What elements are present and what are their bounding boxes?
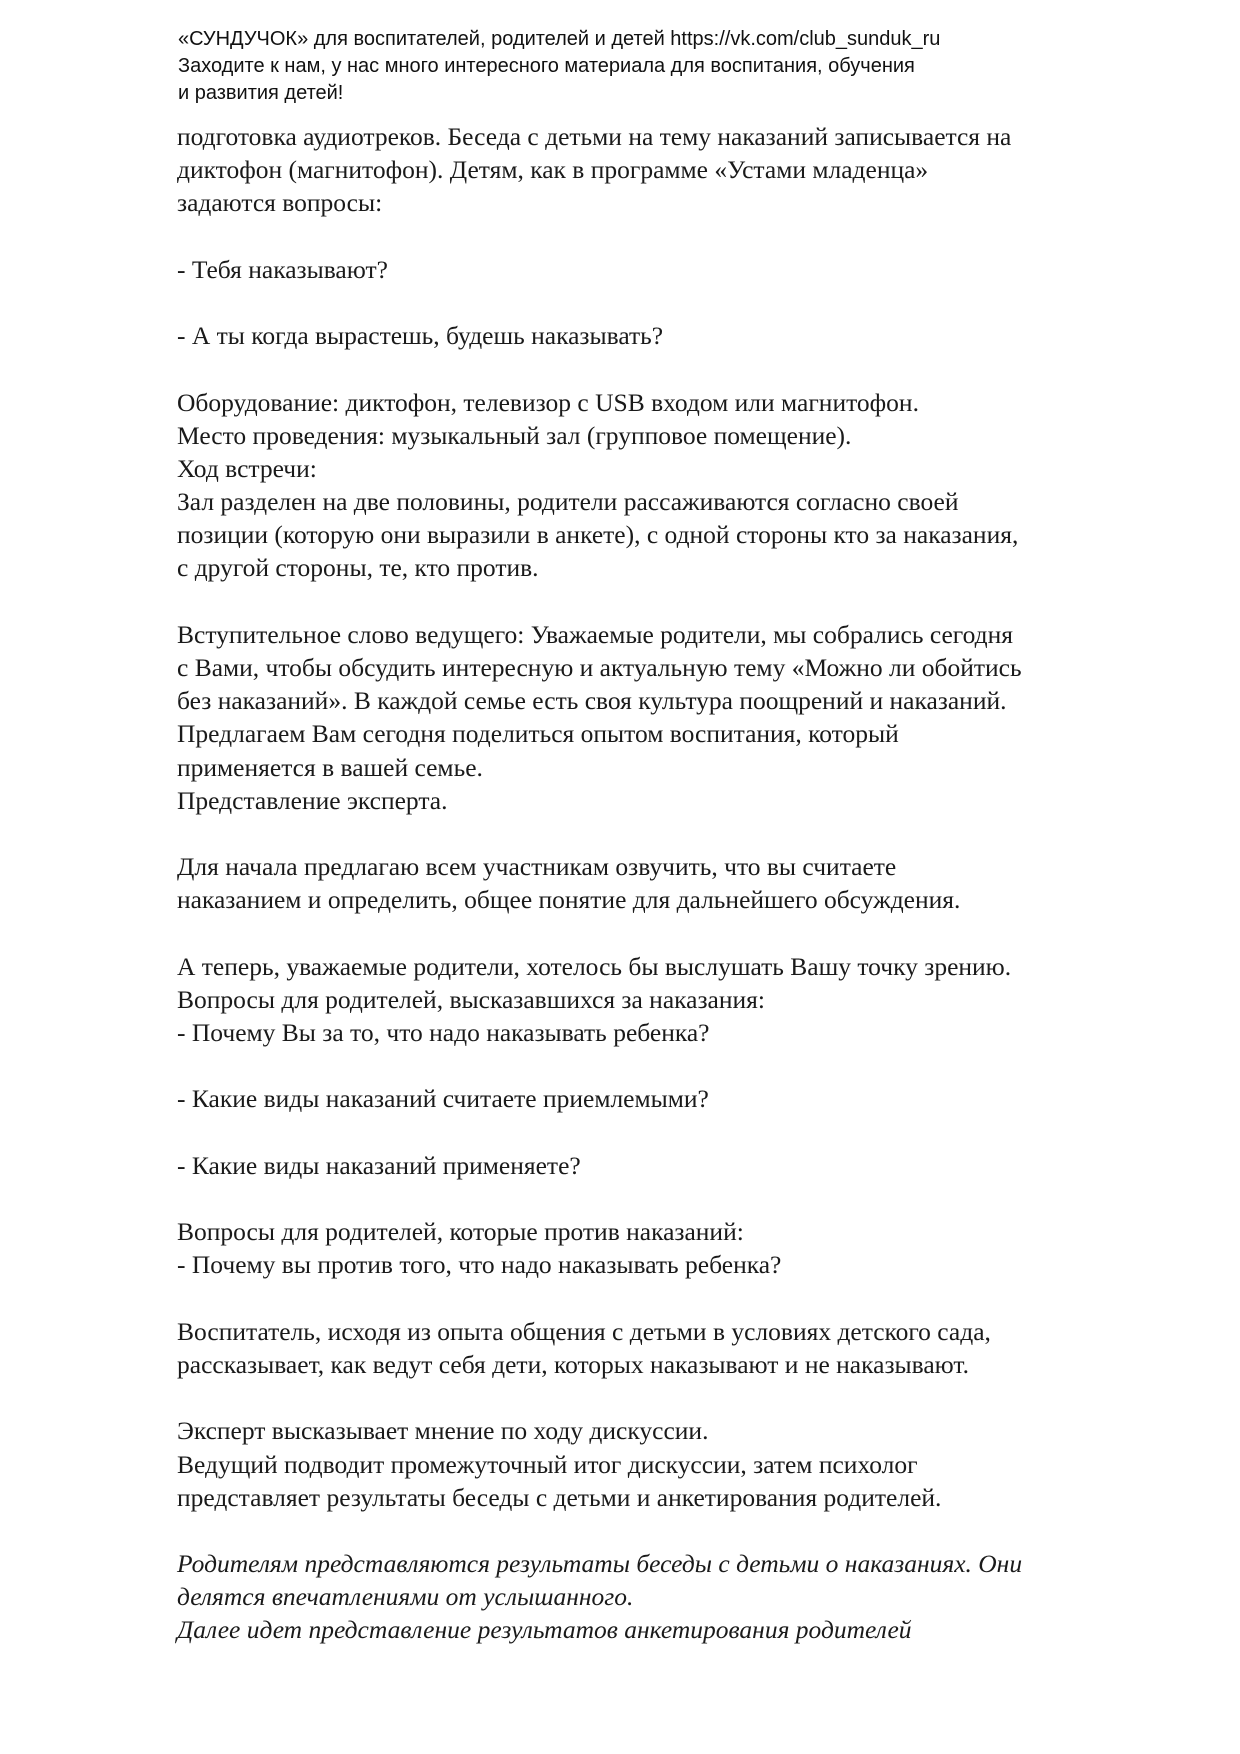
opening-line-1: Вступительное слово ведущего: Уважаемые родители, мы собрались сегодня [177,619,1013,649]
setup-line-5: позиции (которую они выразили в анкете), с одной стороны кто за наказания, [177,520,1019,550]
header-line-3: и развития детей! [178,82,344,104]
definition-line-1: Для начала предлагаю всем участникам озвучить, что вы считаете [177,852,897,882]
intro-line-1: подготовка аудиотреков. Беседа с детьми на тему наказаний записывается на [177,122,1012,151]
opening-line-6: Представление эксперта. [177,785,448,815]
contra-line-1: Вопросы для родителей, которые против наказаний: [177,1217,744,1247]
pro-question-3: - Какие виды наказаний применяете? [177,1150,581,1180]
setup-line-1: Оборудование: диктофон, телевизор с USB входом или магнитофон. [177,387,919,417]
contra-line-2: - Почему вы против того, что надо наказывать ребенка? [177,1250,782,1280]
pro-question-2: - Какие виды наказаний считаете приемлемыми? [177,1084,709,1114]
setup-line-2: Место проведения: музыкальный зал (групповое помещение). [177,420,852,450]
expert-line-3: представляет результаты беседы с детьми и анкетирования родителей. [177,1482,942,1512]
italic-line-2: делятся впечатлениями от услышанного. [177,1582,634,1612]
opening-line-4: Предлагаем Вам сегодня поделиться опытом воспитания, который [177,719,899,749]
child-question-1: - Тебя наказывают? [177,254,388,284]
italic-line-1: Родителям представляются результаты беседы с детьми о наказаниях. Они [177,1549,1023,1579]
header-line-1: «СУНДУЧОК» для воспитателей, родителей и детей https://vk.com/club_sunduk_ru [178,28,941,50]
setup-line-4: Зал разделен на две половины, родители рассаживаются согласно своей [177,487,959,517]
setup-line-3: Ход встречи: [177,453,317,483]
opening-line-5: применяется в вашей семье. [177,752,483,782]
intro-line-2: диктофон (магнитофон). Детям, как в программе «Устами младенца» [177,155,929,185]
setup-line-6: с другой стороны, те, кто против. [177,553,539,583]
pro-line-2: Вопросы для родителей, высказавшихся за наказания: [177,984,765,1014]
pro-line-3: - Почему Вы за то, что надо наказывать ребенка? [177,1018,710,1048]
site-header [178,26,1078,107]
intro-line-3: задаются вопросы: [177,188,383,218]
opening-line-2: с Вами, чтобы обсудить интересную и актуальную тему «Можно ли обойтись [177,653,1022,682]
header-line-2: Заходите к нам, у нас много интересного материала для воспитания, обучения [178,55,915,77]
expert-line-1: Эксперт высказывает мнение по ходу дискуссии. [177,1416,709,1446]
educator-line-2: рассказывает, как ведут себя дети, которых наказывают и не наказывают. [177,1349,969,1379]
expert-line-2: Ведущий подводит промежуточный итог дискуссии, затем психолог [177,1449,918,1479]
opening-line-3: без наказаний». В каждой семье есть своя культура поощрений и наказаний. [177,686,1007,716]
pro-line-1: А теперь, уважаемые родители, хотелось бы выслушать Вашу точку зрению. [177,951,1012,981]
definition-line-2: наказанием и определить, общее понятие для дальнейшего обсуждения. [177,885,961,915]
child-question-2: - А ты когда вырастешь, будешь наказывать? [177,321,664,351]
educator-line-1: Воспитатель, исходя из опыта общения с детьми в условиях детского сада, [177,1316,991,1346]
document-body [177,120,1167,1647]
italic-line-3: Далее идет представление результатов анкетирования родителей [177,1615,912,1645]
